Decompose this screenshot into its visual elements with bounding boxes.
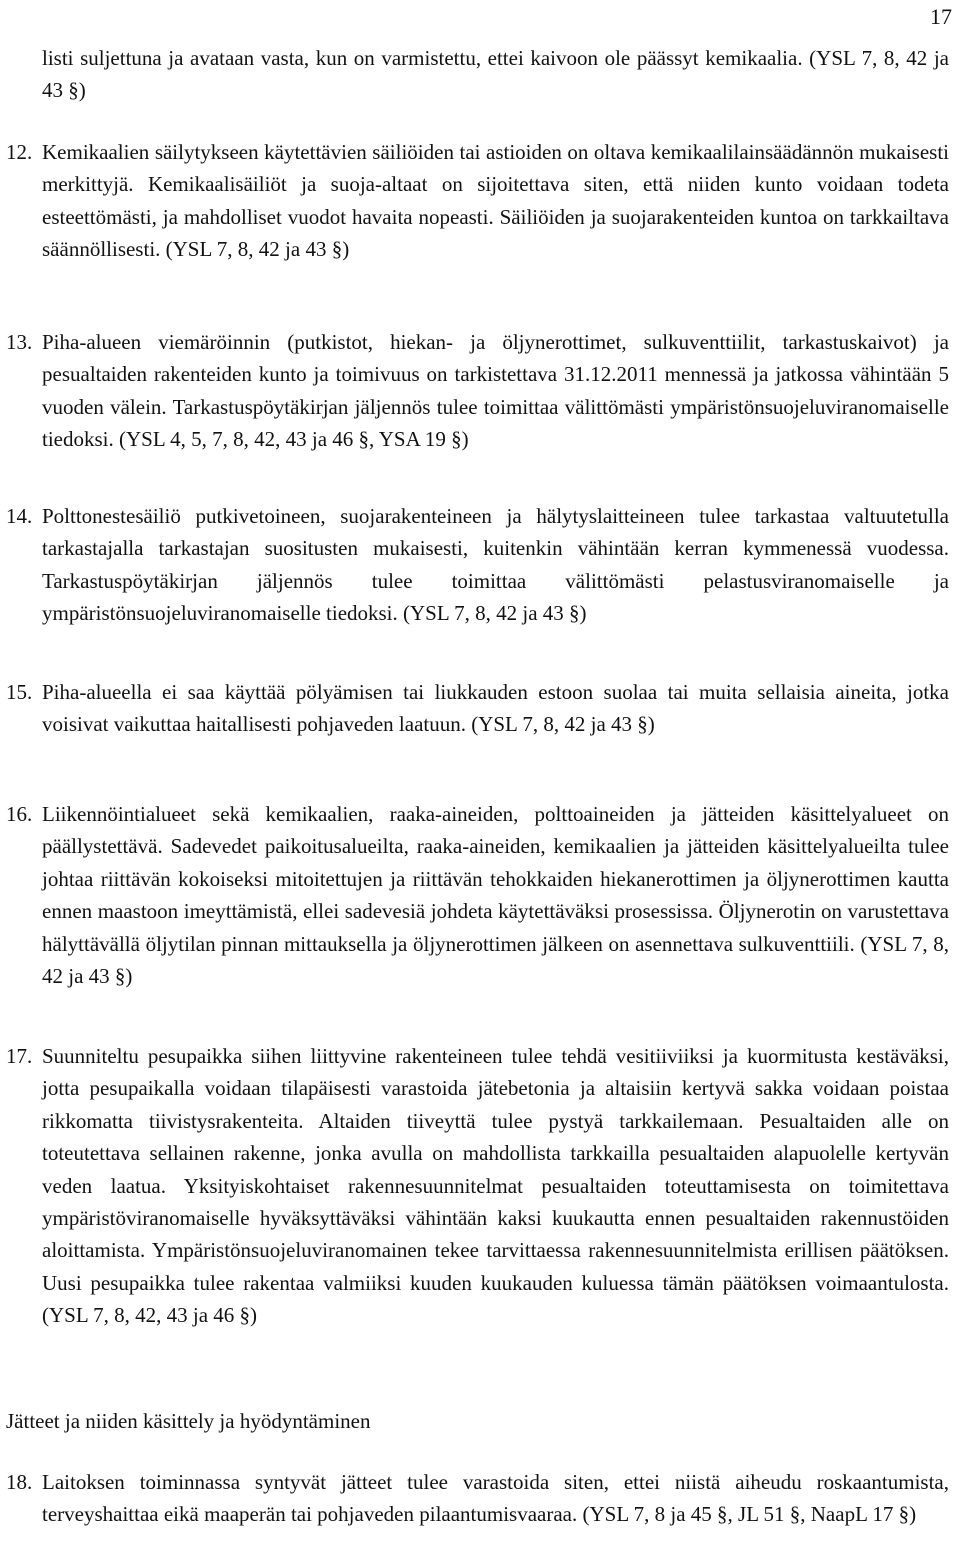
page-number: 17 — [930, 4, 952, 29]
list-item-number: 18. — [6, 1470, 33, 1494]
continuation-paragraph: listi suljettuna ja avataan vasta, kun on varmistettu, ettei kaivoon ole päässyt kemikaalia. (YSL 7, 8, 42 ja 43 §) — [42, 46, 949, 103]
list-item-14 — [6, 500, 949, 626]
list-item-number: 17. — [6, 1044, 33, 1068]
list-item-text: Kemikaalien säilytykseen käytettävien säiliöiden tai astioiden on oltava kemikaalilainsäädännön mukaisesti merkittyjä. Kemikaalisäiliöt ja suoja-altaat on sijoitettava siten, että niiden kunto voidaan todeta esteettömästi, ja mahdolliset vuodot havaita nopeasti. Säiliöiden ja suojarakenteiden kuntoa on tarkkailtava säännöllisesti. (YSL 7, 8, 42 ja 43 §) — [42, 140, 949, 262]
list-item-text: Laitoksen toiminnassa syntyvät jätteet tulee varastoida siten, ettei niistä aiheudu roskaantumista, terveyshaittaa eikä maaperän tai pohjaveden pilaantumisvaaraa. (YSL 7, 8 ja 45 §, JL 51 §, NaapL 17 §) — [42, 1470, 949, 1527]
list-item-text: Liikennöintialueet sekä kemikaalien, raaka-aineiden, polttoaineiden ja jätteiden käsittelyalueet on päällystettävä. Sadevedet paikoitusalueilta, raaka-aineiden, kemikaalien ja jätteiden käsittelyalueilta tulee johtaa riittävän kokoiseksi mitoitettujen ja riittävän tehokkaiden hiekanerottimen ja öljynerottimen kautta ennen maastoon imeyttämistä, ellei sadevesiä johdeta käytettäväksi prosessissa. Öljynerotin on varustettava hälyttävällä öljytilan pinnan mittauksella ja öljynerottimen jälkeen on asennettava sulkuventtiili. (YSL 7, 8, 42 ja 43 §) — [42, 802, 949, 989]
list-item-18 — [6, 1466, 949, 1527]
list-item-number: 14. — [6, 504, 33, 528]
list-item-text: Piha-alueen viemäröinnin (putkistot, hiekan- ja öljynerottimet, sulkuventtiilit, tarkastuskaivot) ja pesualtaiden rakenteiden kunto ja toimivuus on tarkistettava 31.12.2011 mennessä ja jatkossa vähintään 5 vuoden välein. Tarkastuspöytäkirjan jäljennös tulee toimittaa välittömästi ympäristönsuojeluviranomaiselle tiedoksi. (YSL 4, 5, 7, 8, 42, 43 ja 46 §, YSA 19 §) — [42, 330, 949, 452]
list-item-text: Polttonestesäiliö putkivetoineen, suojarakenteineen ja hälytyslaitteineen tulee tarkastaa valtuutetulla tarkastajalla tarkastajan suositusten mukaisesti, kuitenkin vähintään kerran kymmenessä vuodessa. Tarkastuspöytäkirjan jäljennös tulee toimittaa välittömästi pelastusviranomaiselle ja ympäristönsuojeluviranomaiselle tiedoksi. (YSL 7, 8, 42 ja 43 §) — [42, 504, 949, 626]
section-heading: Jätteet ja niiden käsittely ja hyödyntäminen — [6, 1409, 371, 1433]
list-item-17 — [6, 1040, 949, 1328]
list-item-number: 15. — [6, 680, 33, 704]
list-item-number: 12. — [6, 140, 33, 164]
list-item-15 — [6, 676, 949, 737]
list-item-13 — [6, 326, 949, 452]
list-item-text: Suunniteltu pesupaikka siihen liittyvine rakenteineen tulee tehdä vesitiiviiksi ja kuormitusta kestäväksi, jotta pesupaikalla voidaan tilapäisesti varastoida jätebetonia ja altaisiin kertyvä sakka voidaan poistaa rikkomatta tiivistysrakenteita. Altaiden tiiveyttä tulee pystyä tarkkailemaan. Pesualtaiden alle on toteutettava sellainen rakenne, jonka avulla on mahdollista tarkkailla pesualtaiden alapuolelle kertyvän veden laatua. Yksityiskohtaiset rakennesuunnitelmat pesualtaiden toteuttamisesta on toimitettava ympäristöviranomaiselle hyväksyttäväksi vähintään kaksi kuukautta ennen pesualtaiden rakennustöiden aloittamista. Ympäristönsuojeluviranomainen tekee tarvittaessa rakennesuunnitelmista erillisen päätöksen. Uusi pesupaikka tulee rakentaa valmiiksi kuuden kuukauden kuluessa tämän päätöksen voimaantulosta. (YSL 7, 8, 42, 43 ja 46 §) — [42, 1044, 949, 1328]
list-item-16 — [6, 798, 949, 989]
list-item-number: 13. — [6, 330, 33, 354]
list-item-text: Piha-alueella ei saa käyttää pölyämisen tai liukkauden estoon suolaa tai muita sellaisia aineita, jotka voisivat vaikuttaa haitallisesti pohjaveden laatuun. (YSL 7, 8, 42 ja 43 §) — [42, 680, 949, 737]
list-item-number: 16. — [6, 802, 33, 826]
list-item-12 — [6, 136, 949, 262]
